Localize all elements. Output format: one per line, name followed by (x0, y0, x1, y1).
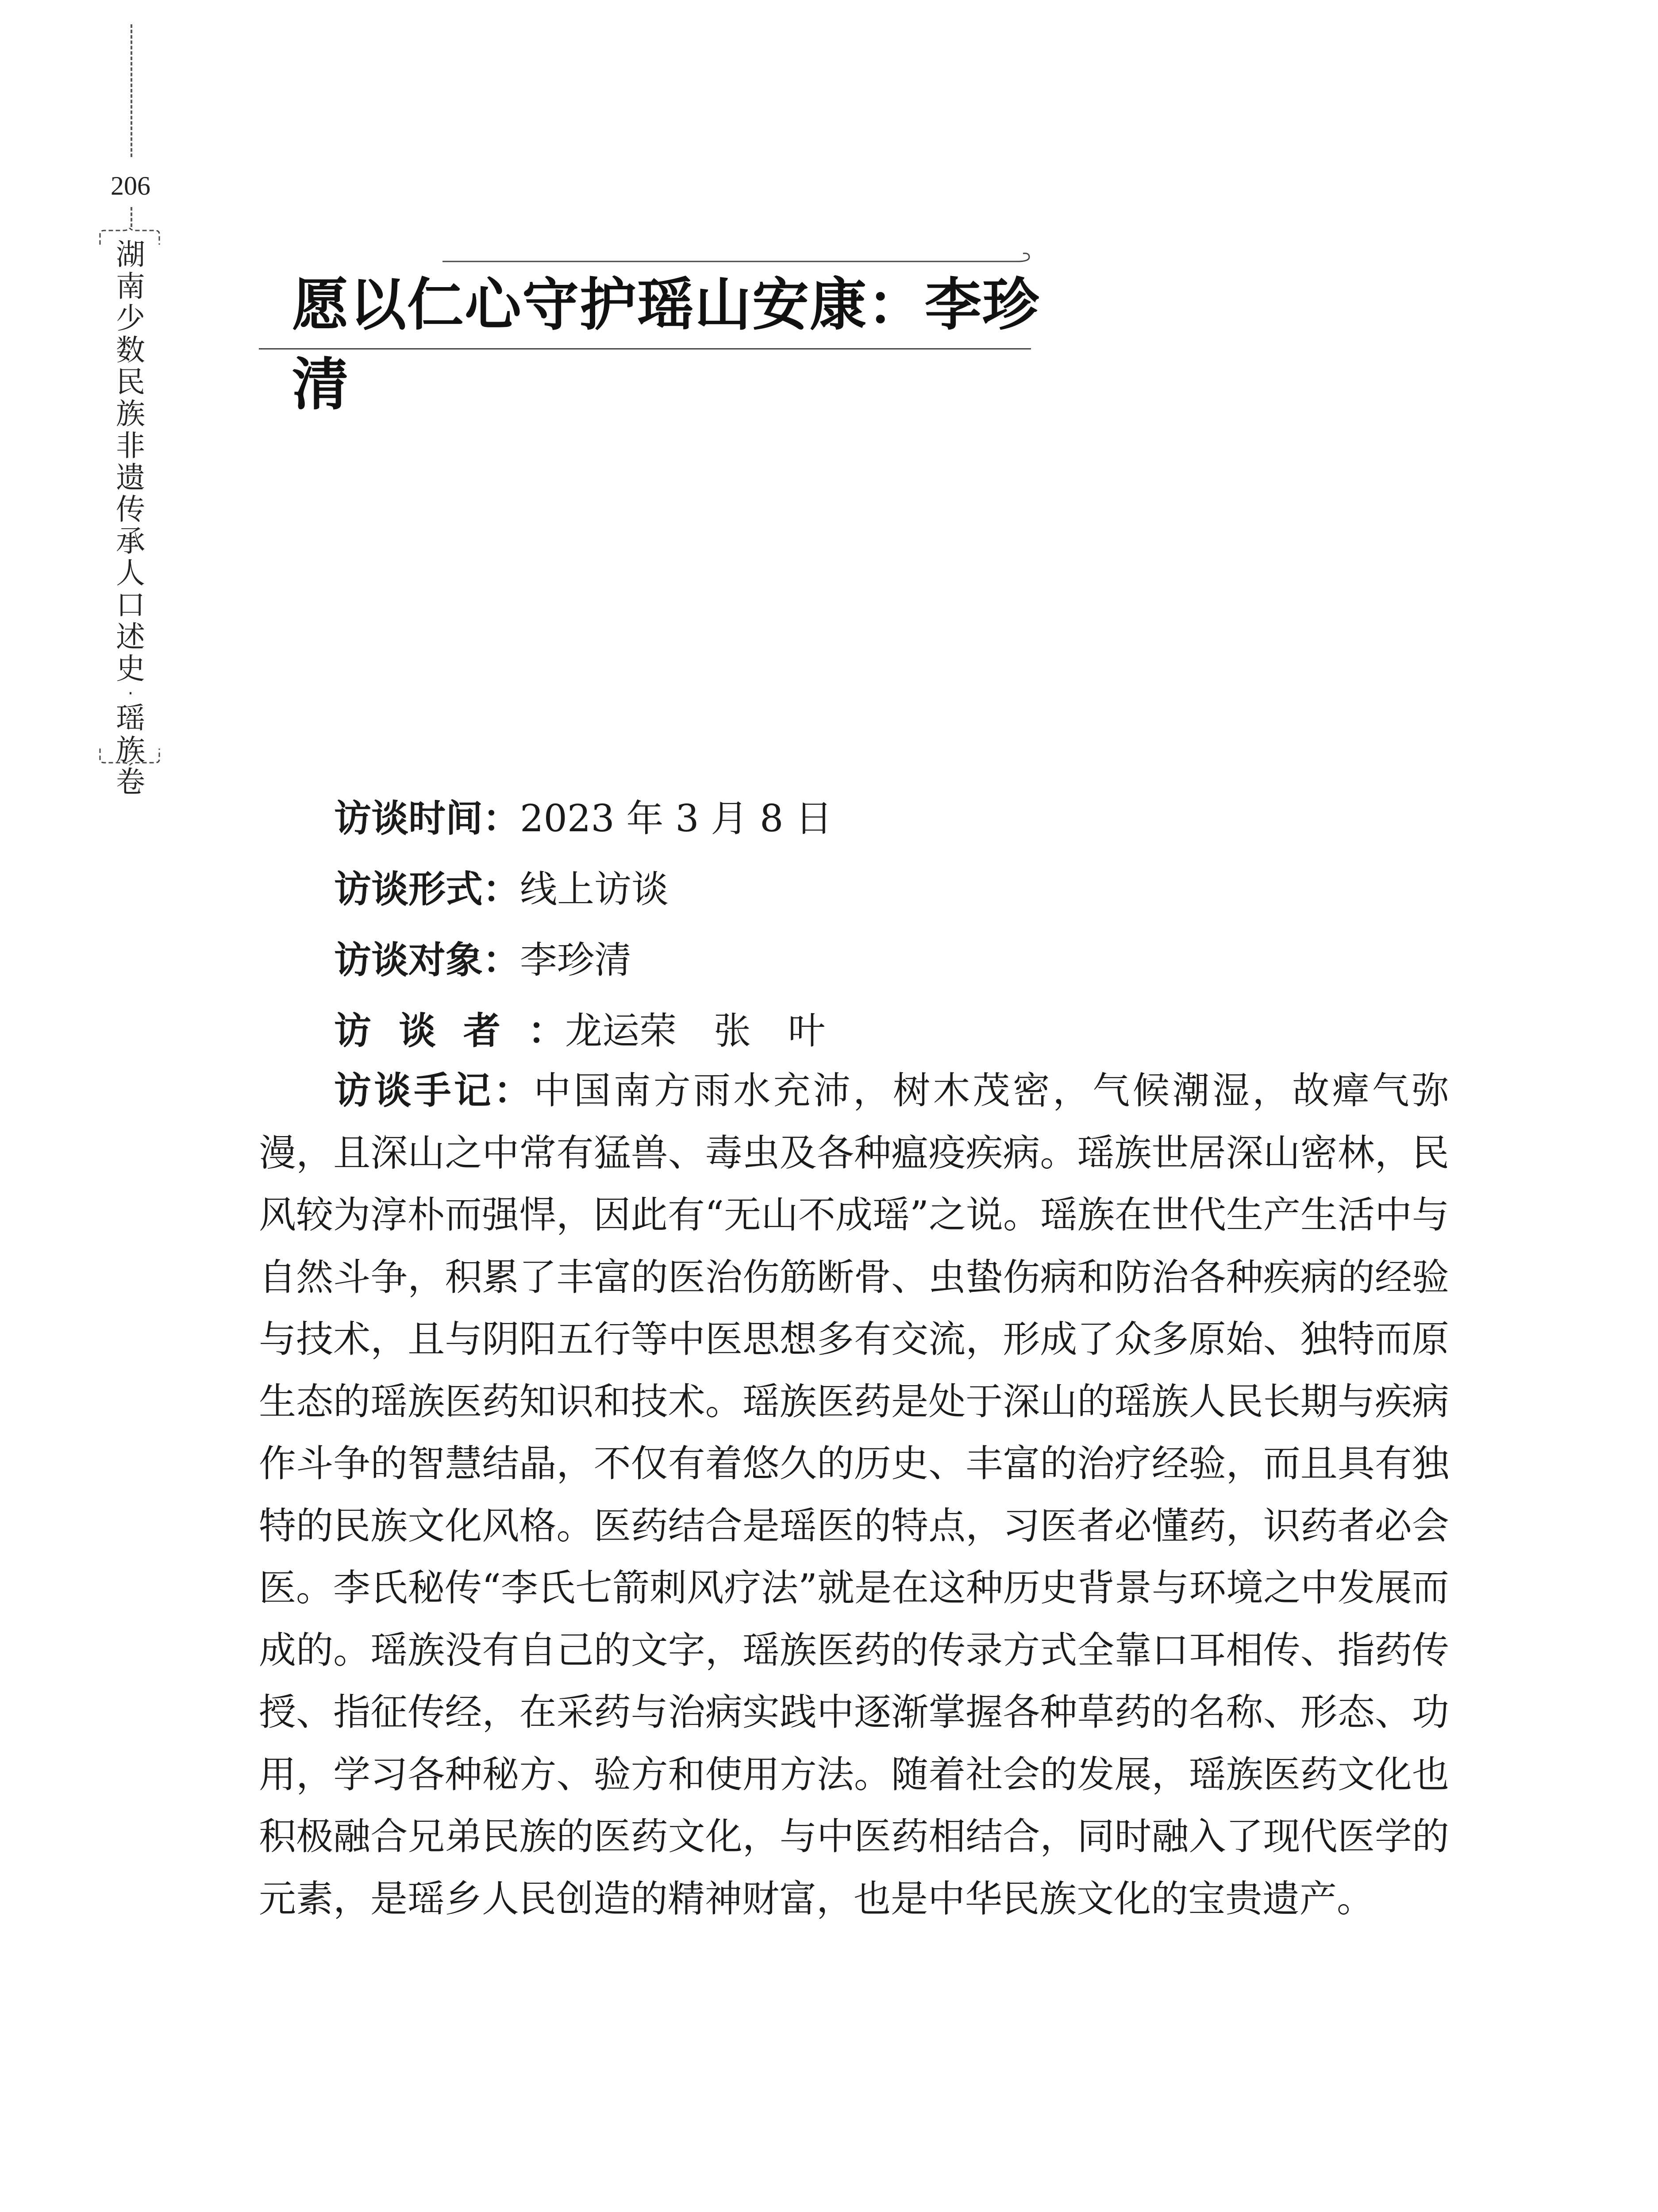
running-title-char: 承 (116, 524, 145, 558)
running-title-char: 民 (116, 365, 145, 399)
interview-notes-label: 访谈手记 (334, 1069, 494, 1112)
interview-format-value: 线上访谈 (520, 868, 669, 911)
label-separator: ： (483, 868, 520, 911)
running-title-char: 族 (116, 397, 145, 431)
interview-notes-paragraph (259, 1060, 1449, 1930)
interview-format (334, 865, 1396, 914)
running-title-char: 史 (116, 652, 145, 686)
interview-subject-label: 访谈对象 (334, 938, 483, 982)
label-separator: ： (493, 1069, 534, 1112)
interview-time (334, 794, 1396, 843)
label-separator: ： (483, 938, 520, 982)
interviewer-value: 龙运荣 张 叶 (565, 1009, 826, 1052)
page-number: 206 (111, 171, 150, 200)
running-title-char: 南 (116, 269, 145, 303)
interview-format-label: 访谈形式 (334, 868, 483, 911)
interview-subject (334, 936, 1396, 984)
running-title-bracket-bottom (96, 748, 163, 765)
running-title-char: 卷 (116, 765, 145, 799)
margin-dashed-rule-middle (131, 207, 132, 227)
interviewer (334, 1006, 1396, 1055)
running-title-char: 湖 (116, 238, 145, 272)
running-title-separator: · (127, 684, 134, 704)
running-title-char: 瑶 (116, 701, 145, 735)
running-title-char: 述 (116, 620, 145, 654)
running-title-char: 口 (116, 588, 145, 622)
interview-time-value: 2023 年 3 月 8 日 (520, 797, 833, 840)
margin-dashed-rule-top (131, 24, 132, 157)
running-title-char: 族 (116, 733, 145, 767)
interview-subject-value: 李珍清 (520, 938, 632, 982)
chapter-title: 愿以仁心守护瑶山安康：李珍清 (292, 272, 1040, 418)
running-title-char: 遗 (116, 461, 145, 495)
label-separator: ： (483, 797, 520, 840)
running-title-char: 数 (116, 333, 145, 367)
interview-time-label: 访谈时间 (334, 797, 483, 840)
label-separator: ： (528, 1009, 565, 1052)
title-underline-rule (259, 348, 1031, 349)
running-title-char: 少 (116, 301, 145, 335)
interview-notes-text: 中国南方雨水充沛，树木茂密，气候潮湿，故瘴气弥漫，且深山之中常有猛兽、毒虫及各种瘟疫疾病。瑶族世居深山密林，民风较为淳朴而强悍，因此有“无山不成瑶”之说。瑶族在世代生产生活中与自然斗争，积累了丰富的医治伤筋断骨、虫蛰伤病和防治各种疾病的经验与技术，且与阴阳五行等中医思想多有交流，形成了众多原始、独特而原生态的瑶族医药知识和技术。瑶族医药是处于深山的瑶族人民长期与疾病作斗争的智慧结晶，不仅有着悠久的历史、丰富的治疗经验，而且具有独特的民族文化风格。医药结合是瑶医的特点，习医者必懂药，识药者必会医。李氏秘传“李氏七箭刺风疗法”就是在这种历史背景与环境之中发展而成的。瑶族没有自己的文字，瑶族医药的传录方式全靠口耳相传、指药传授、指征传经，在采药与治病实践中逐渐掌握各种草药的名称、形态、功用，学习各种秘方、验方和使用方法。随着社会的发展，瑶族医药文化也积极融合兄弟民族的医药文化，与中医药相结合，同时融入了现代医学的元素，是瑶乡人民创造的精神财富，也是中华民族文化的宝贵遗产。 (259, 1069, 1449, 1920)
running-title-char: 传 (116, 492, 145, 526)
running-title-char: 非 (116, 429, 145, 463)
running-title-char: 人 (116, 556, 145, 590)
interviewer-label: 访谈者 (334, 1009, 528, 1052)
running-title (100, 238, 162, 799)
